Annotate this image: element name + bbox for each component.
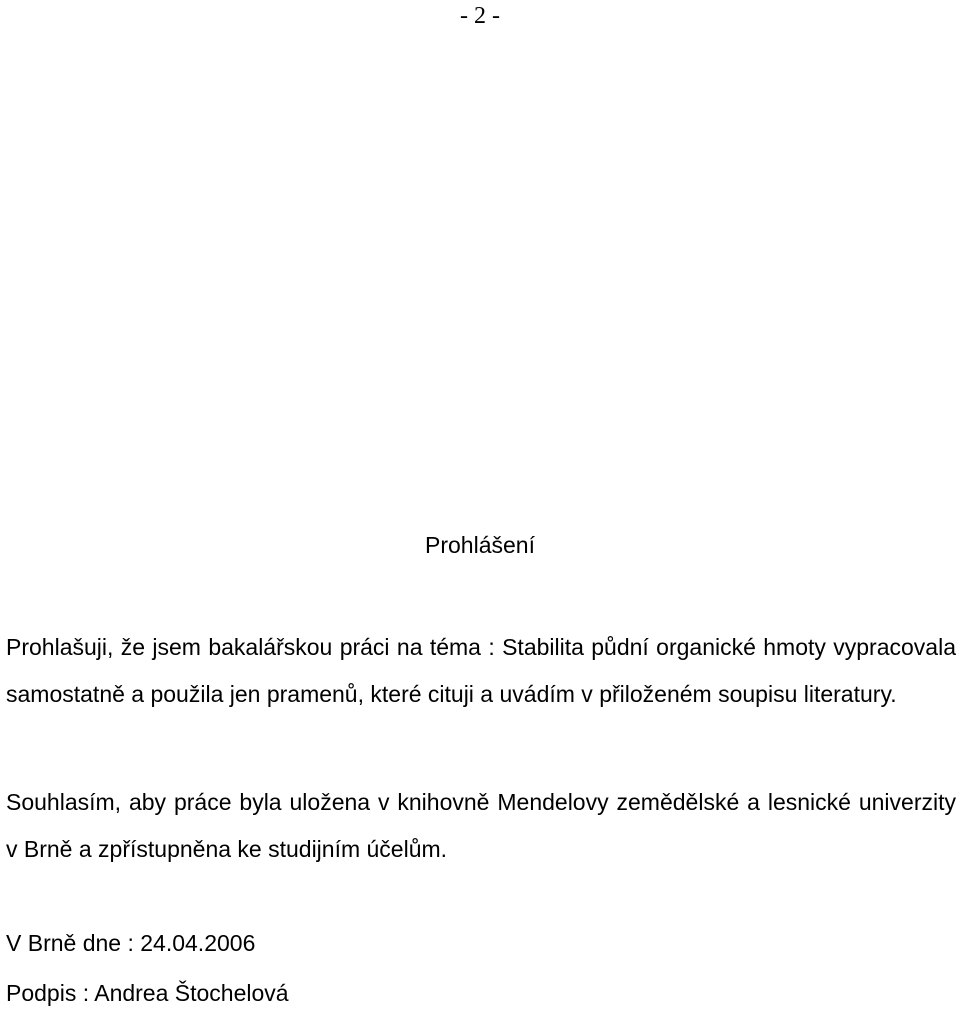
declaration-paragraph: Prohlašuji, že jsem bakalářskou práci na téma : Stabilita půdní organické hmoty vypracovala samostatně a použila jen pramenů, které cituji a uvádím v přiloženém soupisu literatury. [6,634,956,707]
document-title: Prohlášení [425,532,535,558]
signature-line: Podpis : Andrea Štochelová [6,980,289,1006]
consent-paragraph: Souhlasím, aby práce byla uložena v knihovně Mendelovy zemědělské a lesnické univerzity v Brně a zpřístupněna ke studijním účelům. [6,789,956,862]
page-number: - 2 - [460,3,500,29]
date-line: V Brně dne : 24.04.2006 [6,930,256,956]
